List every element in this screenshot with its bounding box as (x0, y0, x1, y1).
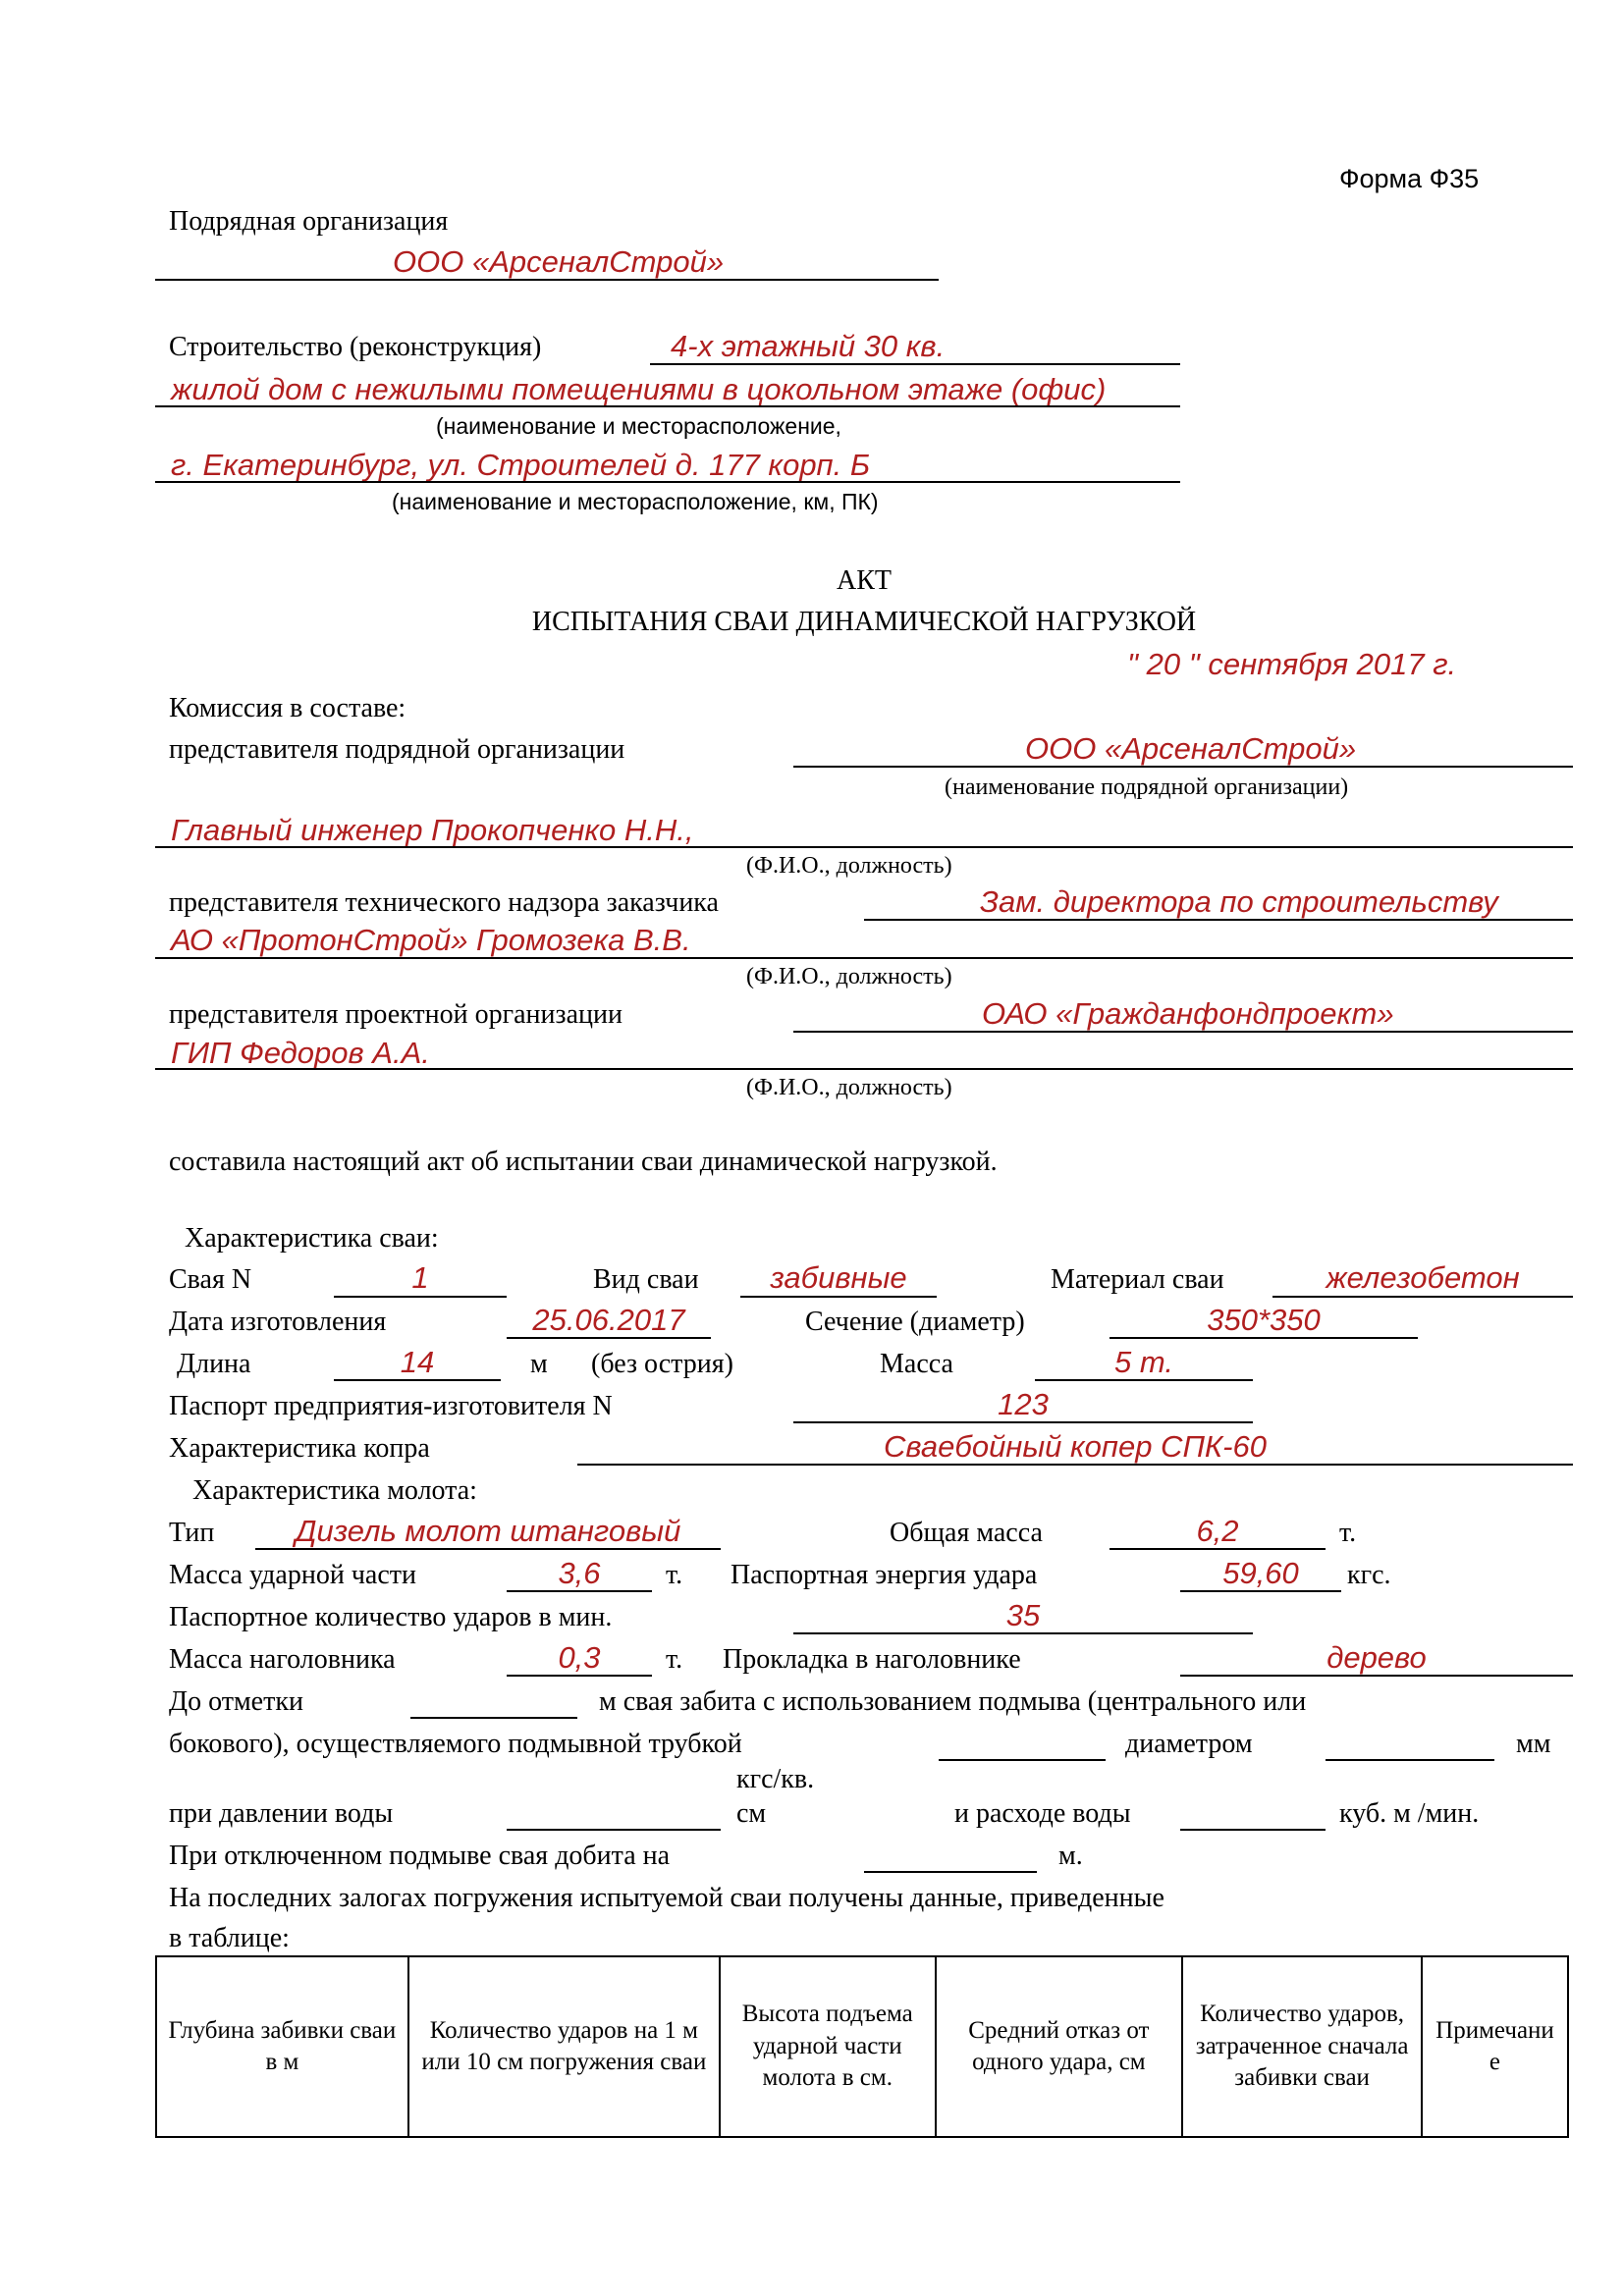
pile-type-value: забивные (770, 1260, 907, 1295)
contractor-value: ООО «АрсеналСтрой» (393, 244, 725, 279)
pile-material-value: железобетон (1326, 1260, 1520, 1295)
design-value-1: ОАО «Гражданфондпроект» (982, 996, 1394, 1031)
driving-data-table (155, 1955, 1569, 2138)
jetting-line1-a: До отметки (169, 1686, 303, 1717)
hammer-energy-underline (1180, 1590, 1341, 1592)
pile-length-label: Длина (177, 1349, 251, 1379)
act-title: АКТ (837, 565, 892, 596)
hammer-blows-underline (793, 1632, 1253, 1634)
tech-value-2: АО «ПротонСтрой» Громозека В.В. (171, 923, 691, 957)
jetting-mm: мм (1516, 1729, 1551, 1759)
hammer-energy-unit: кгс. (1347, 1560, 1391, 1590)
hammer-energy-value: 59,60 (1222, 1556, 1299, 1590)
act-subtitle: ИСПЫТАНИЯ СВАИ ДИНАМИЧЕСКОЙ НАГРУЗКОЙ (531, 607, 1197, 637)
jetting-after-label: При отключенном подмыве свая добита на (169, 1841, 671, 1871)
construction-underline-1 (650, 363, 1180, 365)
jetting-line2-a: бокового), осуществляемого подмывной трубкой (169, 1729, 742, 1759)
fio-caption-2: (Ф.И.О., должность) (746, 964, 952, 989)
table-header-row (156, 1956, 1568, 2137)
jetting-after-underline (864, 1871, 1037, 1873)
pile-mass-value: 5 т. (1114, 1345, 1173, 1379)
hammer-striking-mass-value: 3,6 (558, 1556, 601, 1590)
hammer-striking-mass-label: Масса ударной части (169, 1560, 416, 1590)
hammer-cap-mass-value: 0,3 (558, 1640, 601, 1675)
construction-value-3: г. Екатеринбург, ул. Строителей д. 177 корп. Б (171, 448, 871, 482)
hammer-striking-mass-unit: т. (666, 1560, 683, 1590)
compiled-text: составила настоящий акт об испытании сваи динамической нагрузкой. (169, 1147, 998, 1177)
construction-caption-2: (наименование и месторасположение, км, ПК) (392, 489, 879, 514)
jetting-diameter-underline (1326, 1759, 1494, 1761)
hammer-heading: Характеристика молота: (192, 1475, 477, 1506)
hammer-blows-value: 35 (1005, 1598, 1041, 1632)
pile-no-tip: (без острия) (591, 1349, 733, 1379)
form-label: Форма Ф35 (1339, 164, 1480, 193)
design-label: представителя проектной организации (169, 999, 623, 1030)
hammer-total-mass-value: 6,2 (1196, 1514, 1239, 1548)
contractor-rep-label: представителя подрядной организации (169, 734, 625, 765)
header-total-blows: Количество ударов, затраченное сначала забивки сваи (1182, 1956, 1422, 2137)
design-value-2: ГИП Федоров А.А. (171, 1036, 430, 1070)
pile-date-label: Дата изготовления (169, 1307, 387, 1337)
pile-section-value: 350*350 (1207, 1303, 1321, 1337)
pile-passport-underline (793, 1421, 1253, 1423)
jetting-pressure-label: при давлении воды (169, 1798, 394, 1829)
pile-type-label: Вид сваи (593, 1264, 699, 1295)
construction-label: Строительство (реконструкция) (169, 332, 542, 362)
design-underline-1 (793, 1031, 1573, 1033)
jetting-flow-underline (1180, 1829, 1326, 1831)
hammer-cap-mass-unit: т. (666, 1644, 683, 1675)
hammer-total-mass-underline (1110, 1548, 1326, 1550)
pile-driver-label: Характеристика копра (169, 1433, 430, 1464)
jetting-line2-b: диаметром (1125, 1729, 1253, 1759)
header-height: Высота подъема ударной части молота в см. (720, 1956, 936, 2137)
header-blows: Количество ударов на 1 м или 10 см погружения сваи (408, 1956, 720, 2137)
hammer-striking-mass-underline (507, 1590, 652, 1592)
contractor-person: Главный инженер Прокопченко Н.Н., (171, 813, 694, 847)
jetting-last-line1: На последних залогах погружения испытуемой сваи получены данные, приведенные (169, 1883, 1164, 1913)
pile-material-label: Материал сваи (1051, 1264, 1224, 1295)
contractor-label: Подрядная организация (169, 206, 449, 237)
design-underline-2 (155, 1068, 1573, 1070)
pile-material-underline (1272, 1296, 1573, 1298)
hammer-total-mass-label: Общая масса (890, 1518, 1043, 1548)
pile-section-underline (1110, 1337, 1418, 1339)
contractor-person-underline (155, 846, 1573, 848)
hammer-total-mass-unit: т. (1339, 1518, 1357, 1548)
jetting-last-line2: в таблице: (169, 1923, 290, 1953)
pile-length-value: 14 (400, 1345, 435, 1379)
jetting-flow-label: и расходе воды (954, 1798, 1131, 1829)
tech-underline-2 (155, 957, 1573, 959)
pile-length-underline (334, 1379, 501, 1381)
pile-passport-value: 123 (998, 1387, 1049, 1421)
pile-driver-underline (577, 1464, 1573, 1466)
contractor-rep-value: ООО «АрсеналСтрой» (1025, 731, 1357, 766)
contractor-underline (155, 279, 939, 281)
construction-caption-1: (наименование и месторасположение, (436, 413, 841, 439)
construction-value-1: 4-х этажный 30 кв. (671, 329, 946, 363)
hammer-pad-underline (1180, 1675, 1573, 1677)
pile-number-underline (334, 1296, 507, 1298)
pile-mass-label: Масса (880, 1349, 953, 1379)
tech-label: представителя технического надзора заказчика (169, 887, 719, 918)
pile-type-underline (740, 1296, 937, 1298)
jetting-after-unit: м. (1058, 1841, 1083, 1871)
pile-passport-label: Паспорт предприятия-изготовителя N (169, 1391, 613, 1421)
pile-section-label: Сечение (диаметр) (805, 1307, 1025, 1337)
commission-heading: Комиссия в составе: (169, 693, 406, 723)
construction-underline-3 (155, 481, 1180, 483)
pile-mass-underline (1035, 1379, 1253, 1381)
jetting-flow-unit: куб. м /мин. (1339, 1798, 1480, 1829)
header-refusal: Средний отказ от одного удара, см (936, 1956, 1183, 2137)
pile-date-value: 25.06.2017 (532, 1303, 685, 1337)
hammer-cap-mass-label: Масса наголовника (169, 1644, 396, 1675)
hammer-energy-label: Паспортная энергия удара (731, 1560, 1038, 1590)
header-note: Примечание (1422, 1956, 1568, 2137)
hammer-blows-label: Паспортное количество ударов в мин. (169, 1602, 613, 1632)
jetting-pressure-unit-top: кгс/кв. (736, 1764, 815, 1794)
jetting-line1-b: м свая забита с использованием подмыва (центрального или (599, 1686, 1307, 1717)
jetting-pressure-underline (507, 1829, 721, 1831)
pile-number-value: 1 (411, 1260, 429, 1295)
pile-length-unit: м (530, 1349, 548, 1379)
hammer-cap-mass-underline (507, 1675, 652, 1677)
hammer-pad-label: Прокладка в наголовнике (723, 1644, 1021, 1675)
construction-underline-2 (155, 405, 1180, 407)
fio-caption-1: (Ф.И.О., должность) (746, 853, 952, 879)
pile-number-label: Свая N (169, 1264, 252, 1295)
pile-driver-value: Сваебойный копер СПК-60 (884, 1429, 1267, 1464)
contractor-caption: (наименование подрядной организации) (945, 774, 1349, 800)
jetting-tube-underline (939, 1759, 1106, 1761)
hammer-type-underline (255, 1548, 721, 1550)
fio-caption-3: (Ф.И.О., должность) (746, 1075, 952, 1100)
hammer-type-value: Дизель молот штанговый (295, 1514, 681, 1548)
jetting-mark-underline (410, 1717, 577, 1719)
act-date: " 20 " сентября 2017 г. (1127, 647, 1457, 681)
tech-underline-1 (864, 919, 1573, 921)
tech-value-1: Зам. директора по строительству (980, 884, 1498, 919)
contractor-rep-underline (793, 766, 1573, 768)
hammer-type-label: Тип (169, 1518, 215, 1548)
pile-date-underline (507, 1337, 711, 1339)
construction-value-2: жилой дом с нежилыми помещениями в цокольном этаже (офис) (171, 372, 1107, 406)
jetting-pressure-unit-bottom: см (736, 1798, 767, 1829)
hammer-pad-value: дерево (1326, 1640, 1427, 1675)
header-depth: Глубина забивки сваи в м (156, 1956, 408, 2137)
pile-heading: Характеристика сваи: (185, 1223, 439, 1254)
